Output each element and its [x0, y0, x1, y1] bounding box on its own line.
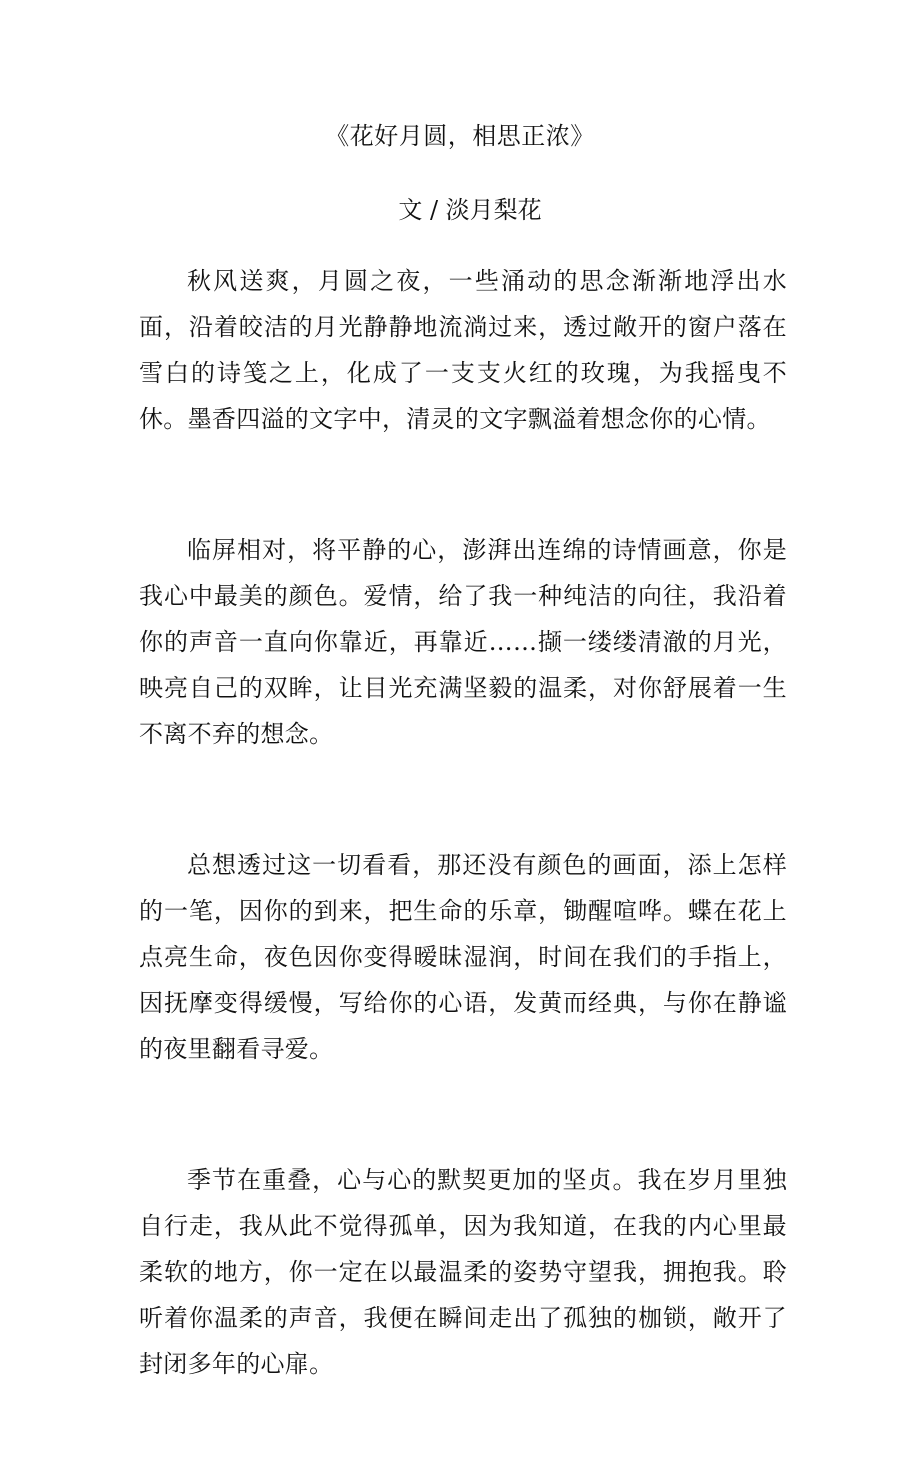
- paragraph-3: 总想透过这一切看看，那还没有颜色的画面，添上怎样的一笔，因你的到来，把生命的乐章，锄醒喧哗。蝶在花上点亮生命，夜色因你变得暧昧湿润，时间在我们的手指上，因抚摩变得缓慢，写给你的心语，发黄而经典，与你在静谧的夜里翻看寻爱。: [139, 851, 787, 1063]
- document-body: [139, 258, 787, 1472]
- document-title: 《花好月圆，相思正浓》: [325, 122, 595, 150]
- author-line: 文 / 淡月梨花: [398, 196, 542, 224]
- paragraph-2: 临屏相对，将平静的心，澎湃出连绵的诗情画意，你是我心中最美的颜色。爱情，给了我一种纯洁的向往，我沿着你的声音一直向你靠近，再靠近……撷一缕缕清澈的月光，映亮自己的双眸，让目光充满坚毅的温柔，对你舒展着一生不离不弃的想念。: [139, 536, 787, 748]
- paragraph-1: 秋风送爽，月圆之夜，一些涌动的思念渐渐地浮出水面，沿着皎洁的月光静静地流淌过来，透过敞开的窗户落在雪白的诗笺之上，化成了一支支火红的玫瑰，为我摇曳不休。墨香四溢的文字中，清灵的文字飘溢着想念你的心情。: [139, 267, 787, 433]
- paragraph-4: 季节在重叠，心与心的默契更加的坚贞。我在岁月里独自行走，我从此不觉得孤单，因为我知道，在我的内心里最柔软的地方，你一定在以最温柔的姿势守望我，拥抱我。聆听着你温柔的声音，我便在瞬间走出了孤独的枷锁，敞开了封闭多年的心扉。: [139, 1166, 787, 1378]
